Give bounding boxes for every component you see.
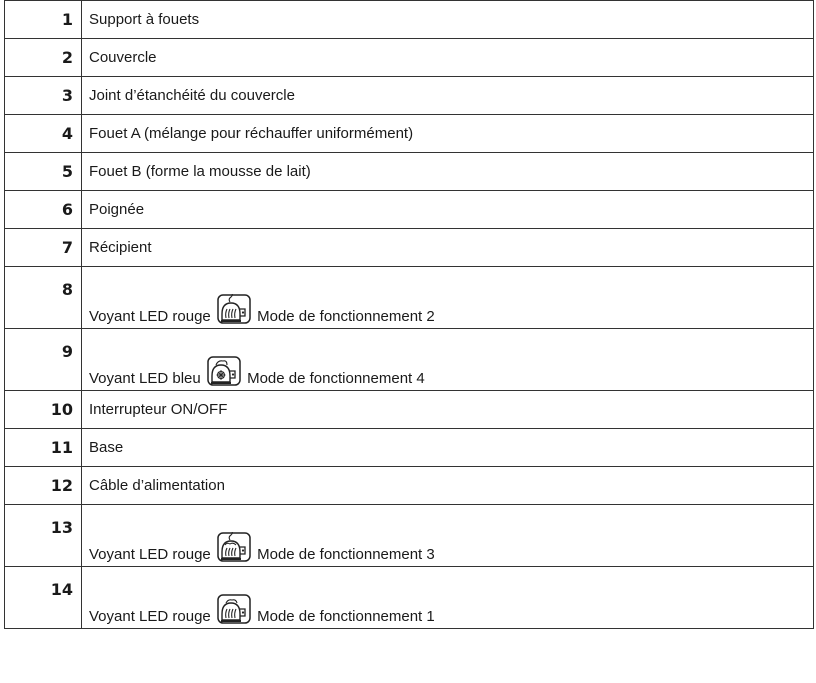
part-description bbox=[82, 567, 814, 629]
mode-label: Mode de fonctionnement 1 bbox=[257, 608, 435, 625]
table-row bbox=[5, 1, 814, 39]
part-number: 11 bbox=[5, 429, 82, 467]
table-row bbox=[5, 267, 814, 329]
part-number: 5 bbox=[5, 153, 82, 191]
part-number: 14 bbox=[5, 567, 82, 629]
part-description: Joint d’étanchéité du couvercle bbox=[82, 77, 814, 115]
part-description: Récipient bbox=[82, 229, 814, 267]
table-row bbox=[5, 153, 814, 191]
part-description: Poignée bbox=[82, 191, 814, 229]
part-number: 10 bbox=[5, 391, 82, 429]
mode-label: Mode de fonctionnement 2 bbox=[257, 308, 435, 325]
part-number: 6 bbox=[5, 191, 82, 229]
part-description bbox=[82, 267, 814, 329]
led-label: Voyant LED rouge bbox=[89, 546, 211, 563]
part-description: Fouet B (forme la mousse de lait) bbox=[82, 153, 814, 191]
table-row bbox=[5, 567, 814, 629]
table-row bbox=[5, 77, 814, 115]
table-row bbox=[5, 115, 814, 153]
part-number: 3 bbox=[5, 77, 82, 115]
part-description bbox=[82, 329, 814, 391]
table-row bbox=[5, 467, 814, 505]
part-number: 9 bbox=[5, 329, 82, 391]
part-description: Support à fouets bbox=[82, 1, 814, 39]
part-number: 2 bbox=[5, 39, 82, 77]
table-row bbox=[5, 229, 814, 267]
part-description: Interrupteur ON/OFF bbox=[82, 391, 814, 429]
heat-whisk-icon bbox=[217, 294, 251, 324]
heat-foam-icon bbox=[217, 532, 251, 562]
part-number: 13 bbox=[5, 505, 82, 567]
led-label: Voyant LED rouge bbox=[89, 608, 211, 625]
parts-legend-table bbox=[4, 0, 814, 629]
heat-milk-icon bbox=[217, 594, 251, 624]
table-row bbox=[5, 391, 814, 429]
part-description bbox=[82, 505, 814, 567]
part-description: Base bbox=[82, 429, 814, 467]
part-number: 1 bbox=[5, 1, 82, 39]
table-row bbox=[5, 191, 814, 229]
part-number: 4 bbox=[5, 115, 82, 153]
table-row bbox=[5, 505, 814, 567]
led-label: Voyant LED rouge bbox=[89, 308, 211, 325]
part-description: Câble d’alimentation bbox=[82, 467, 814, 505]
part-number: 12 bbox=[5, 467, 82, 505]
table-row bbox=[5, 429, 814, 467]
led-label: Voyant LED bleu bbox=[89, 370, 201, 387]
table-row bbox=[5, 39, 814, 77]
part-number: 7 bbox=[5, 229, 82, 267]
cold-foam-icon bbox=[207, 356, 241, 386]
mode-label: Mode de fonctionnement 3 bbox=[257, 546, 435, 563]
table-row bbox=[5, 329, 814, 391]
part-number: 8 bbox=[5, 267, 82, 329]
mode-label: Mode de fonctionnement 4 bbox=[247, 370, 425, 387]
part-description: Couvercle bbox=[82, 39, 814, 77]
part-description: Fouet A (mélange pour réchauffer uniformément) bbox=[82, 115, 814, 153]
